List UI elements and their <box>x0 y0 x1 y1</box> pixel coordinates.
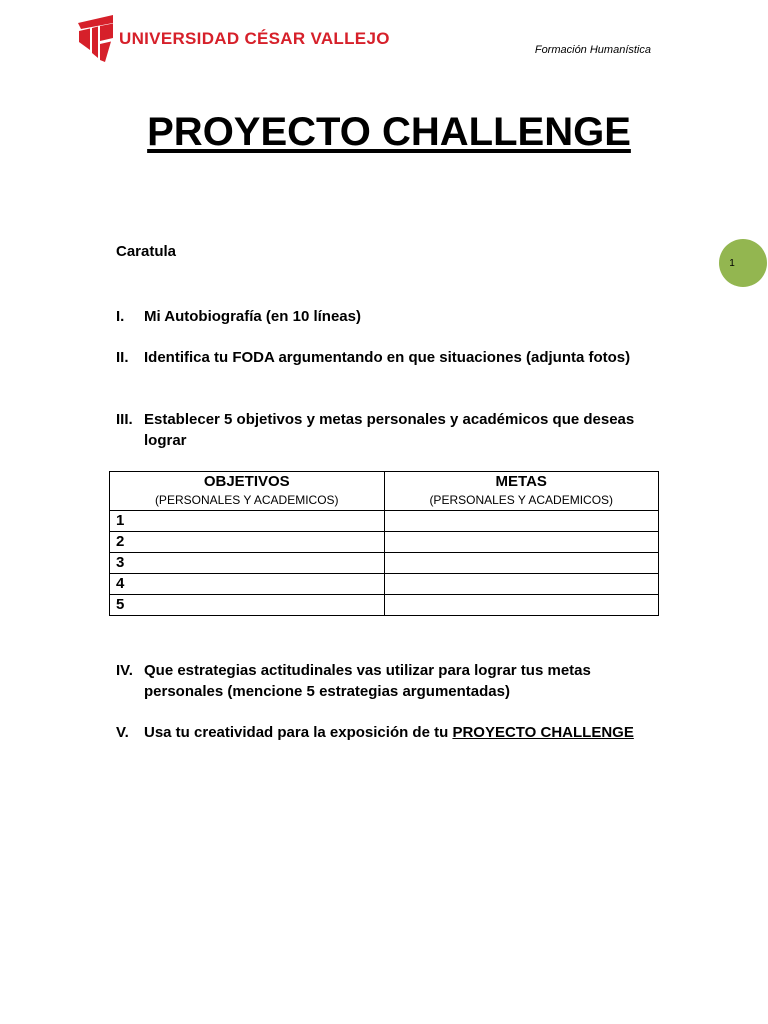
table-row <box>110 553 659 574</box>
list-item-autobiografia <box>116 306 646 327</box>
list-item-estrategias <box>116 660 646 702</box>
list-item-foda <box>116 347 646 368</box>
table-header-row <box>110 472 659 511</box>
university-logo <box>78 14 390 62</box>
objetivo-cell[interactable]: 2 <box>110 532 385 553</box>
objetivo-cell[interactable]: 1 <box>110 511 385 532</box>
table-row <box>110 511 659 532</box>
objetivo-cell[interactable]: 4 <box>110 574 385 595</box>
university-name: UNIVERSIDAD CÉSAR VALLEJO <box>119 29 390 48</box>
header-metas-title: METAS <box>495 473 547 490</box>
list-item-number: III. <box>116 411 133 428</box>
meta-cell[interactable] <box>384 595 659 616</box>
caratula-heading: Caratula <box>116 243 177 260</box>
table-row <box>110 532 659 553</box>
proyecto-challenge-link: PROYECTO CHALLENGE <box>452 724 634 741</box>
page-number-badge <box>719 239 767 287</box>
header-objetivos-title: OBJETIVOS <box>203 473 290 490</box>
meta-cell[interactable] <box>384 532 659 553</box>
header-course-name: Formación Humanística <box>534 44 651 56</box>
list-item-text: Mi Autobiografía (en 10 líneas) <box>144 308 361 325</box>
page-number: 1 <box>729 257 735 269</box>
meta-cell[interactable] <box>384 574 659 595</box>
list-item-number: I. <box>116 308 125 325</box>
list-item-text-main: Usa tu creatividad para la exposición de tu <box>144 724 449 741</box>
objetivo-cell[interactable]: 3 <box>110 553 385 574</box>
goals-table <box>109 471 659 616</box>
meta-cell[interactable] <box>384 511 659 532</box>
meta-cell[interactable] <box>384 553 659 574</box>
ucv-shield-logo-icon <box>78 14 114 62</box>
header-metas-subtitle: (PERSONALES Y ACADEMICOS) <box>429 493 614 507</box>
header-metas <box>384 472 659 511</box>
table-row <box>110 574 659 595</box>
table-row <box>110 595 659 616</box>
list-item-number: IV. <box>116 662 133 679</box>
list-item-text: Identifica tu FODA argumentando en que situaciones (adjunta fotos) <box>144 349 631 366</box>
list-item-number: V. <box>116 724 129 741</box>
list-item-objetivos <box>116 409 646 451</box>
objetivo-cell[interactable]: 5 <box>110 595 385 616</box>
header-objetivos-subtitle: (PERSONALES Y ACADEMICOS) <box>154 493 339 507</box>
list-item-number: II. <box>116 349 129 366</box>
list-item-text: Establecer 5 objetivos y metas personales y académicos que deseas lograr <box>144 411 635 449</box>
list-item-text: Que estrategias actitudinales vas utilizar para lograr tus metas personales (mencione 5 estrategias argumentadas) <box>144 662 591 700</box>
list-item-creatividad <box>116 722 646 743</box>
page-title: PROYECTO CHALLENGE <box>147 110 631 154</box>
header-objetivos <box>110 472 385 511</box>
list-item-text <box>144 722 646 743</box>
